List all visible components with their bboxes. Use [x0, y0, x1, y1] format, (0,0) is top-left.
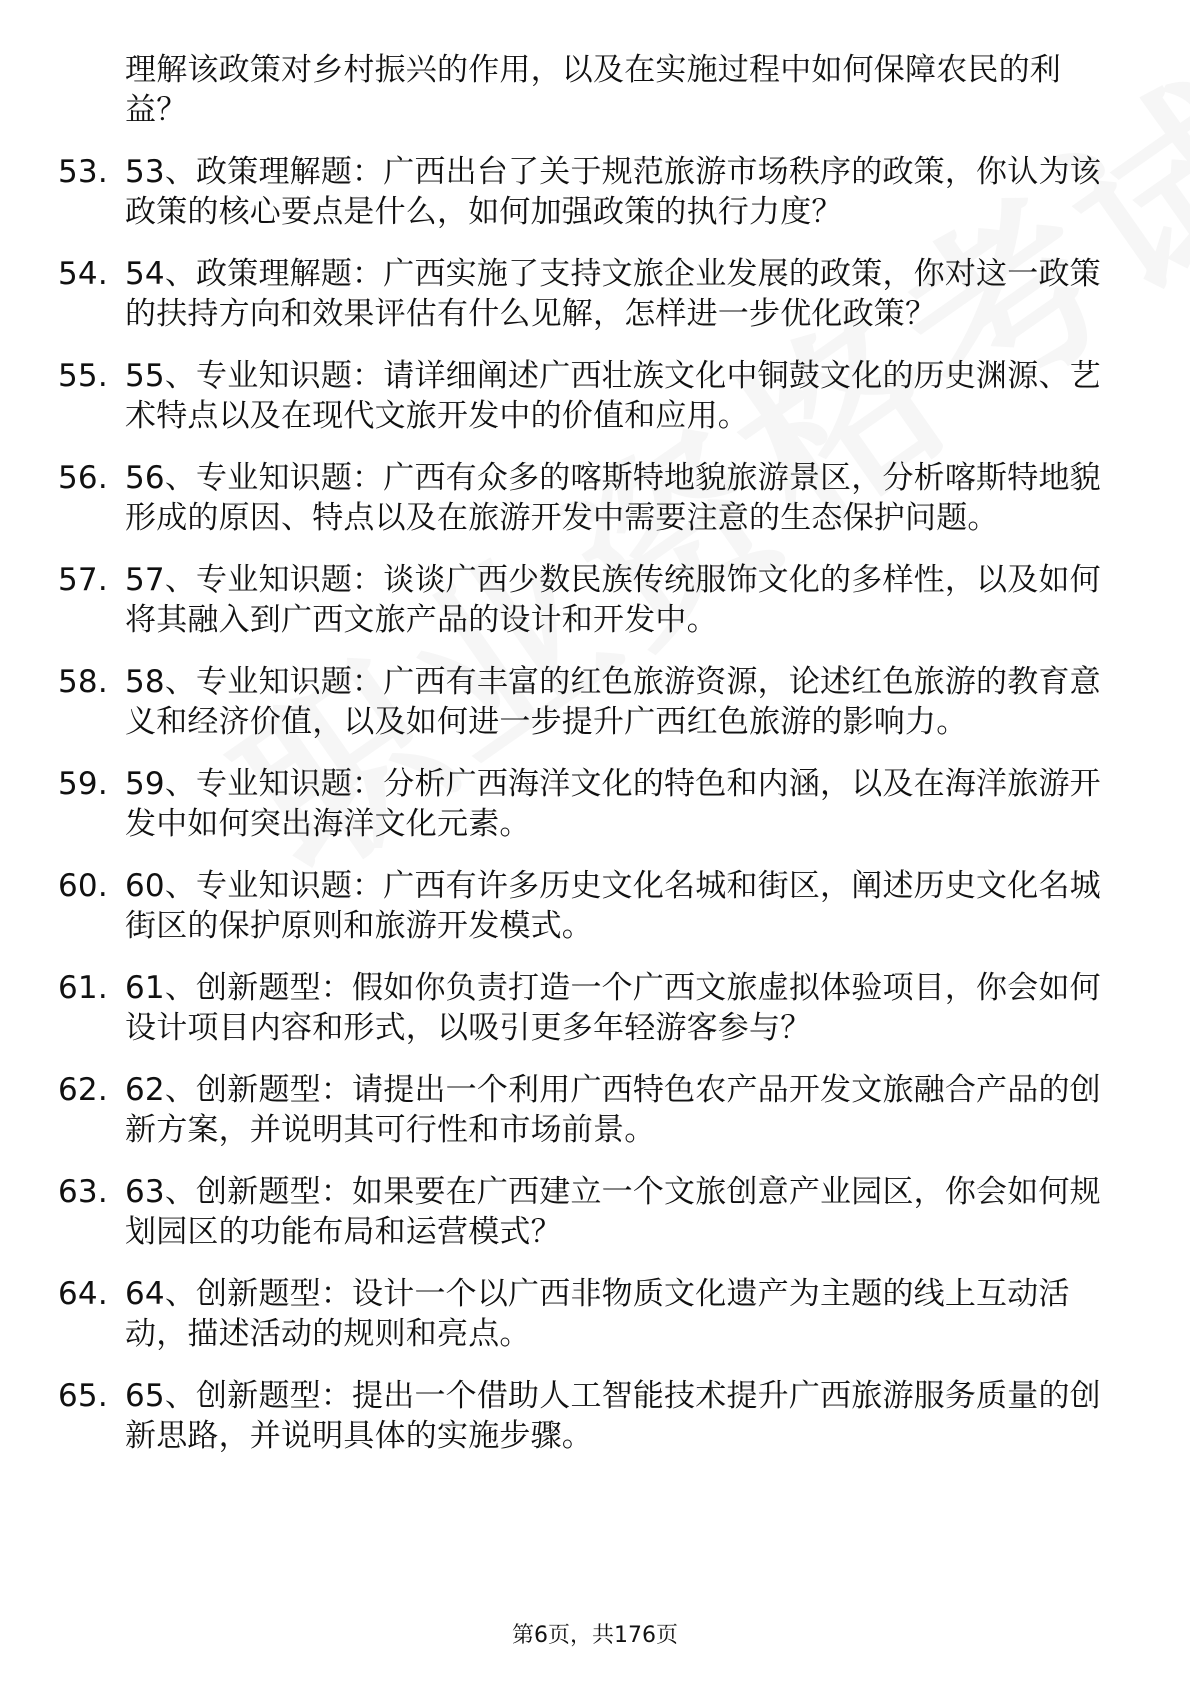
- list-item: [58, 1274, 1118, 1354]
- list-item: [58, 254, 1118, 334]
- item-number: 54.: [58, 256, 108, 292]
- item-text: 56、专业知识题：广西有众多的喀斯特地貌旅游景区，分析喀斯特地貌形成的原因、特点以及在旅游开发中需要注意的生态保护问题。: [125, 460, 1101, 536]
- item-number: 63.: [58, 1174, 108, 1210]
- list-item: [58, 1376, 1118, 1456]
- item-text: 62、创新题型：请提出一个利用广西特色农产品开发文旅融合产品的创新方案，并说明其可行性和市场前景。: [125, 1072, 1101, 1148]
- list-item: [58, 152, 1118, 232]
- item-number: 60.: [58, 868, 108, 904]
- item-number: 61.: [58, 970, 108, 1006]
- item-number: 55.: [58, 358, 108, 394]
- page-footer: 第6页，共176页: [512, 1623, 678, 1648]
- item-text: 53、政策理解题：广西出台了关于规范旅游市场秩序的政策，你认为该政策的核心要点是什么，如何加强政策的执行力度？: [125, 154, 1101, 230]
- list-item: [58, 968, 1118, 1048]
- item-number: 53.: [58, 154, 108, 190]
- item-text: 54、政策理解题：广西实施了支持文旅企业发展的政策，你对这一政策的扶持方向和效果评估有什么见解，怎样进一步优化政策？: [125, 256, 1101, 332]
- item-number: 56.: [58, 460, 108, 496]
- item-number: 57.: [58, 562, 108, 598]
- item-number: 62.: [58, 1072, 108, 1108]
- item-text: 55、专业知识题：请详细阐述广西壮族文化中铜鼓文化的历史渊源、艺术特点以及在现代文旅开发中的价值和应用。: [125, 358, 1101, 434]
- item-text: 64、创新题型：设计一个以广西非物质文化遗产为主题的线上互动活动，描述活动的规则和亮点。: [125, 1276, 1070, 1352]
- list-item: [58, 764, 1118, 844]
- list-item: [58, 458, 1118, 538]
- list-item: [58, 1172, 1118, 1252]
- item-number: 58.: [58, 664, 108, 700]
- question-list: [58, 50, 1118, 1478]
- item-text: 59、专业知识题：分析广西海洋文化的特色和内涵，以及在海洋旅游开发中如何突出海洋文化元素。: [125, 766, 1101, 842]
- item-text: 63、创新题型：如果要在广西建立一个文旅创意产业园区，你会如何规划园区的功能布局和运营模式？: [125, 1174, 1101, 1250]
- continuation-text: 理解该政策对乡村振兴的作用，以及在实施过程中如何保障农民的利益？: [125, 52, 1061, 128]
- item-text: 57、专业知识题：谈谈广西少数民族传统服饰文化的多样性，以及如何将其融入到广西文旅产品的设计和开发中。: [125, 562, 1101, 638]
- item-text: 60、专业知识题：广西有许多历史文化名城和街区，阐述历史文化名城街区的保护原则和旅游开发模式。: [125, 868, 1101, 944]
- list-item: [58, 560, 1118, 640]
- list-item: [58, 866, 1118, 946]
- item-text: 65、创新题型：提出一个借助人工智能技术提升广西旅游服务质量的创新思路，并说明具体的实施步骤。: [125, 1378, 1101, 1454]
- list-item: [58, 1070, 1118, 1150]
- item-number: 64.: [58, 1276, 108, 1312]
- list-item: [58, 356, 1118, 436]
- list-item: [58, 662, 1118, 742]
- item-number: 65.: [58, 1378, 108, 1414]
- item-number: 59.: [58, 766, 108, 802]
- item-text: 58、专业知识题：广西有丰富的红色旅游资源，论述红色旅游的教育意义和经济价值，以及如何进一步提升广西红色旅游的影响力。: [125, 664, 1101, 740]
- item-text: 61、创新题型：假如你负责打造一个广西文旅虚拟体验项目，你会如何设计项目内容和形式，以吸引更多年轻游客参与？: [125, 970, 1101, 1046]
